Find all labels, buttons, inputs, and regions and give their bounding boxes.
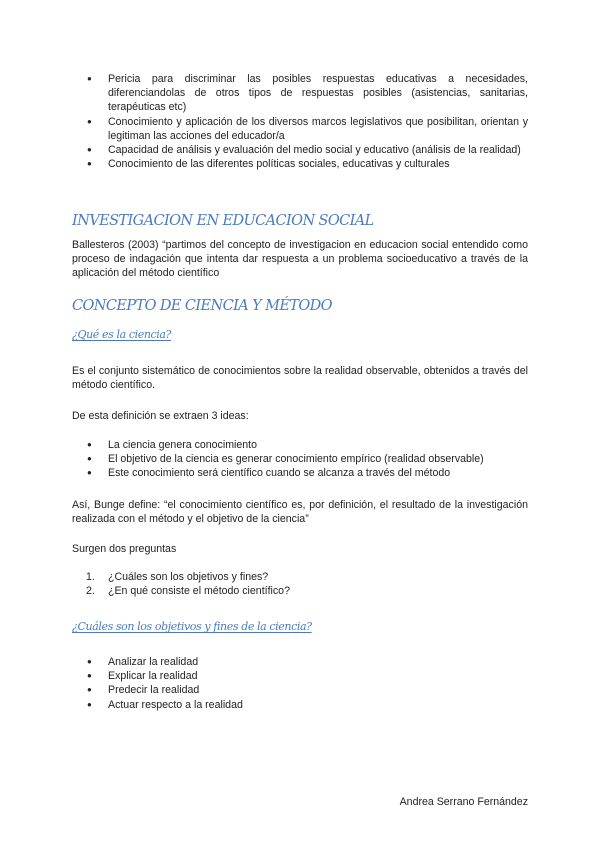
bunge-paragraph: Así, Bunge define: “el conocimiento científico es, por definición, el resultado de la investigación realizada con el método y el objetivo de la ciencia” <box>72 499 528 526</box>
list-item: ● Capacidad de análisis y evaluación del medio social y educativo (análisis de la realidad) <box>72 143 528 157</box>
list-item: ● La ciencia genera conocimiento <box>72 438 528 452</box>
list-item: ● Analizar la realidad <box>72 655 528 669</box>
heading-concepto: CONCEPTO DE CIENCIA Y MÉTODO <box>72 298 332 314</box>
list-number: 2. <box>86 585 95 598</box>
list-item: ● Este conocimiento será científico cuando se alcanza a través del método <box>72 466 528 480</box>
list-item: ● Actuar respecto a la realidad <box>72 698 528 712</box>
list-item: ● Conocimiento y aplicación de los diversos marcos legislativos que posibilitan, orientan y legitiman las acciones del educador/a <box>72 115 528 143</box>
footer-author: Andrea Serrano Fernández <box>399 796 528 808</box>
heading-investigacion: INVESTIGACION EN EDUCACION SOCIAL <box>72 213 374 229</box>
list-item: ● El objetivo de la ciencia es generar conocimiento empírico (realidad observable) <box>72 452 528 466</box>
competencies-list <box>72 72 528 171</box>
definition-paragraph: Es el conjunto sistemático de conocimientos sobre la realidad observable, obtenidos a través del método científico. <box>72 365 528 392</box>
ideas-intro: De esta definición se extraen 3 ideas: <box>72 410 249 422</box>
list-item: ● Pericia para discriminar las posibles respuestas educativas a necesidades, diferenciandolas de otros tipos de respuestas posibles (asistencias, sanitarias, terapéuticas etc) <box>72 72 528 115</box>
list-item <box>72 584 528 598</box>
ideas-list <box>72 438 528 481</box>
ballesteros-paragraph: Ballesteros (2003) “partimos del concepto de investigacion en educacion social entendido como proceso de indagación que intenta dar respuesta a un problema socioeducativo a través de la aplicación del método científico <box>72 239 528 280</box>
questions-intro: Surgen dos preguntas <box>72 543 177 555</box>
list-item: ● Predecir la realidad <box>72 683 528 697</box>
objectives-list <box>72 655 528 712</box>
subheading-objetivos: ¿Cuáles son los objetivos y fines de la ciencia? <box>72 620 312 633</box>
list-item-text: ¿Cuáles son los objetivos y fines? <box>108 571 269 583</box>
subheading-que-es-ciencia: ¿Qué es la ciencia? <box>72 328 172 341</box>
questions-list <box>72 570 528 598</box>
list-item: ● Conocimiento de las diferentes políticas sociales, educativas y culturales <box>72 157 528 171</box>
list-item: ● Explicar la realidad <box>72 669 528 683</box>
list-number: 1. <box>86 571 95 583</box>
list-item <box>72 570 528 584</box>
list-item-text: ¿En qué consiste el método científico? <box>108 585 290 598</box>
